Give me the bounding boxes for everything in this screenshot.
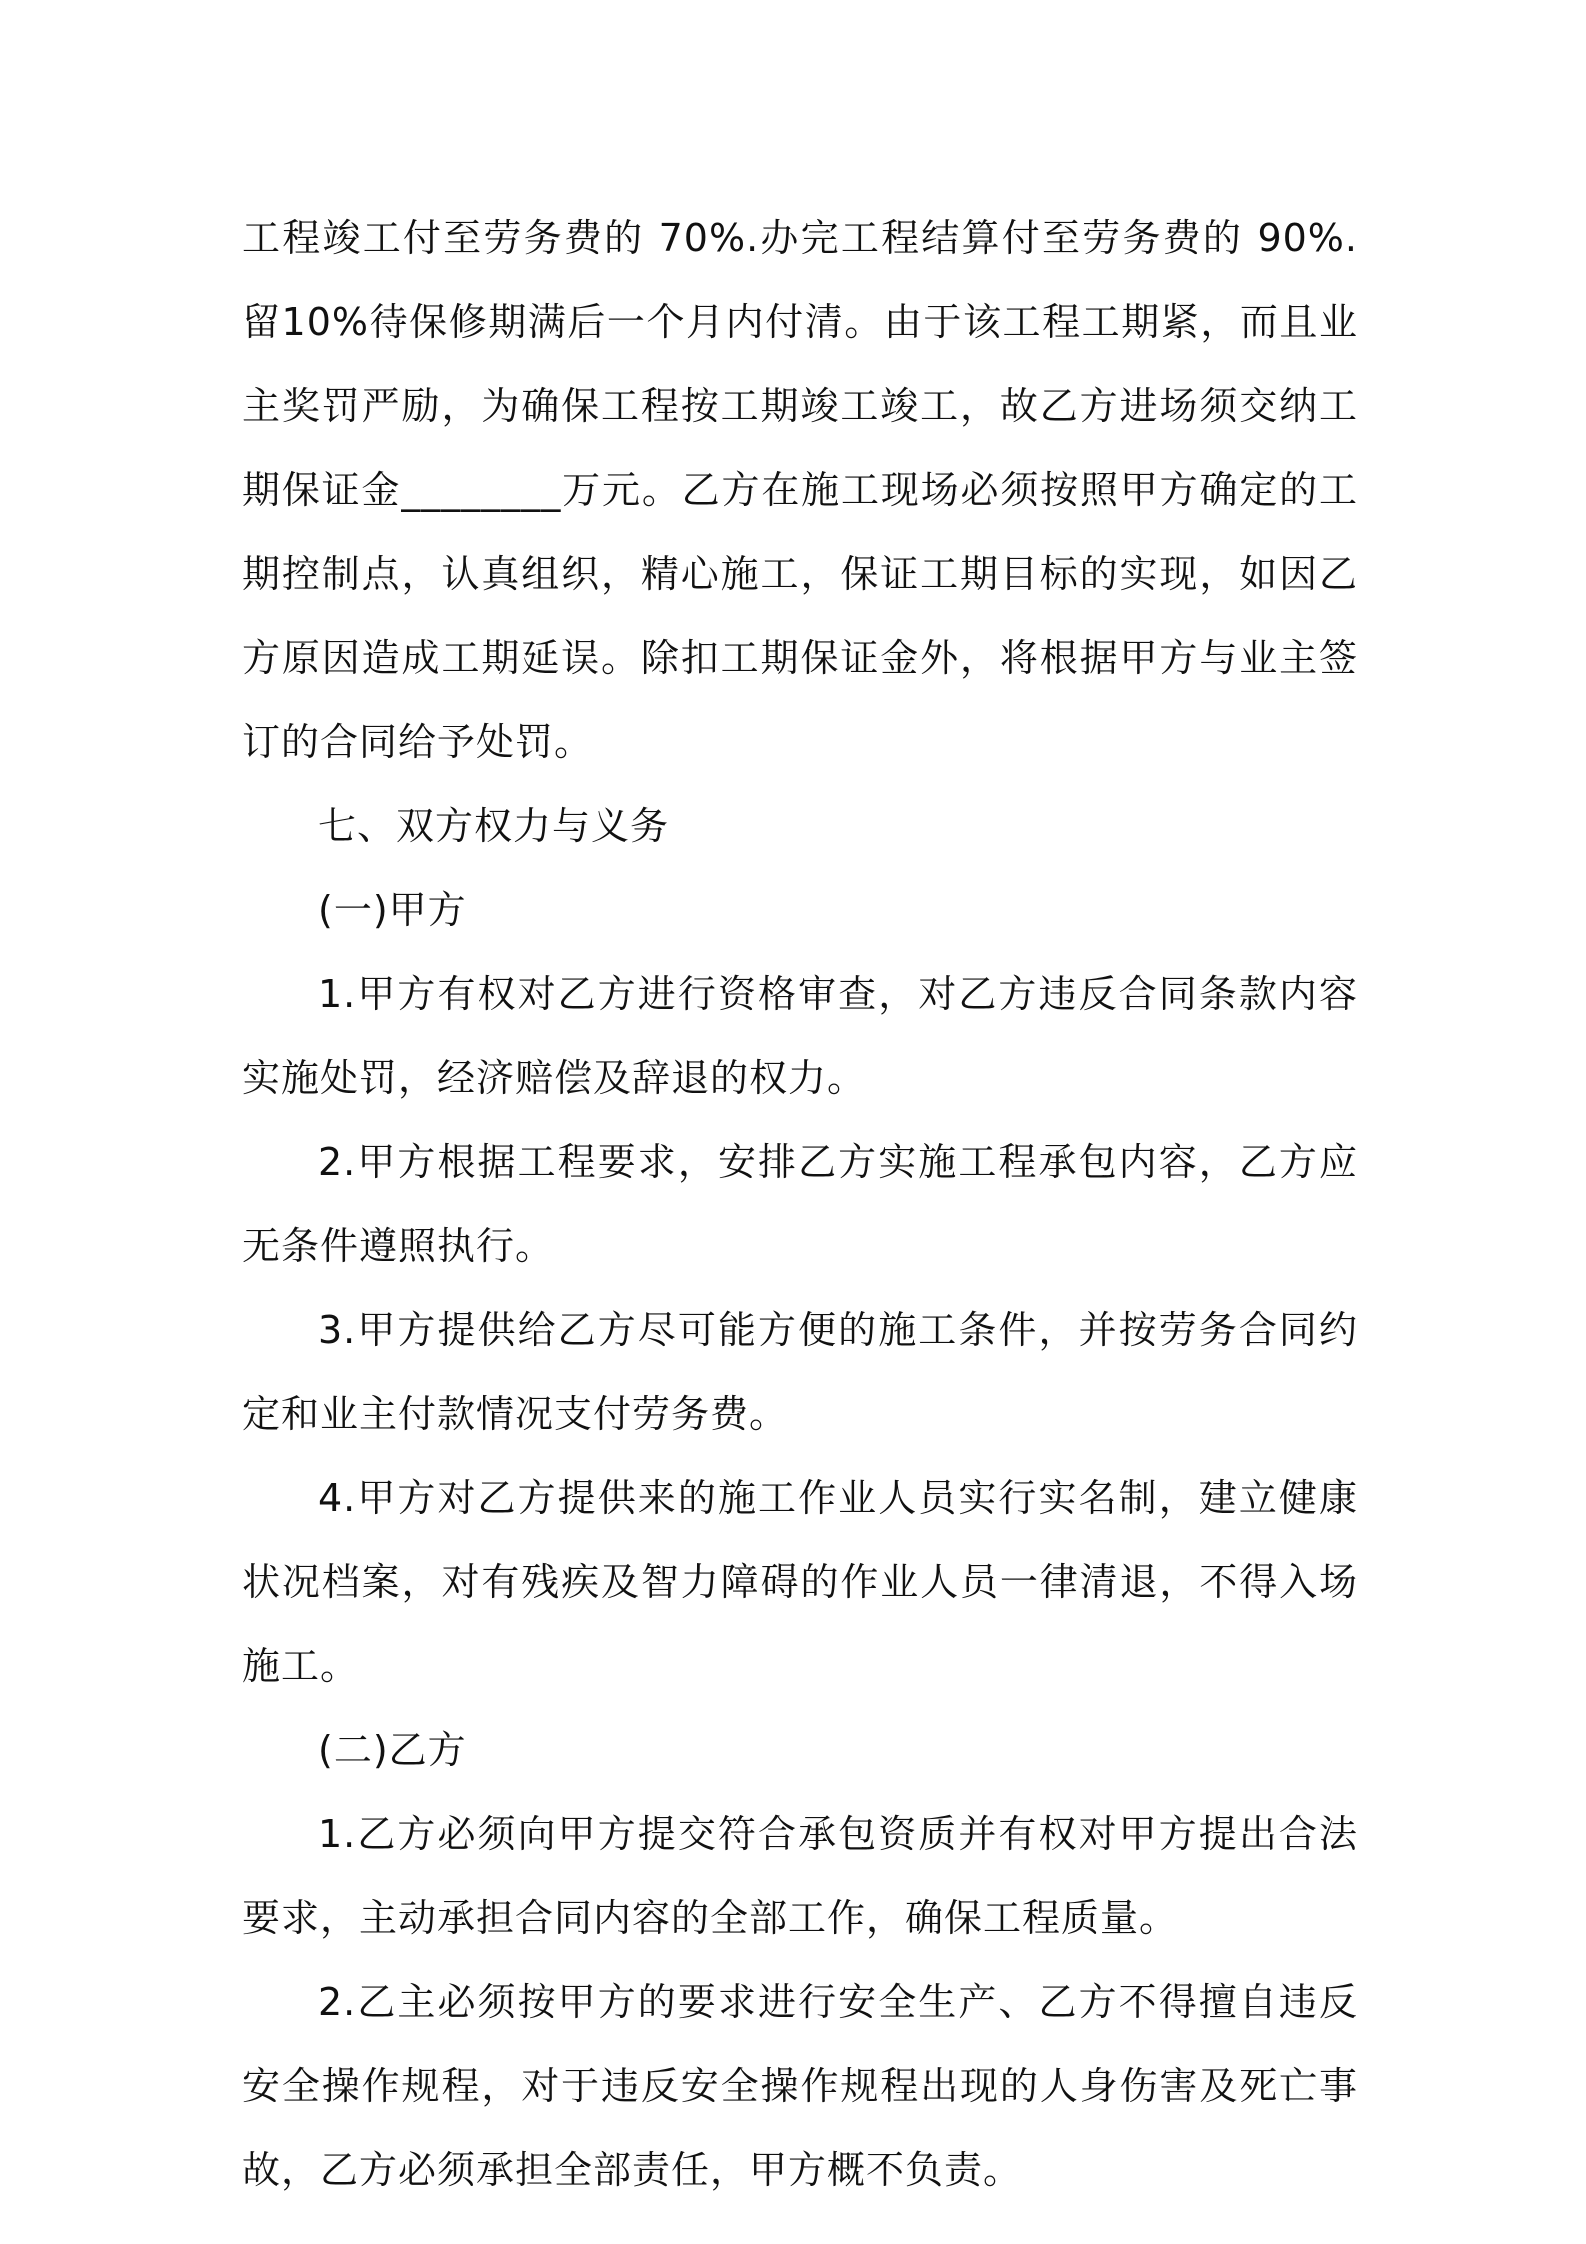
document-page <box>242 196 1358 2212</box>
paragraph-party-a-2: 2.甲方根据工程要求，安排乙方实施工程承包内容，乙方应无条件遵照执行。 <box>242 1140 1358 1268</box>
section-heading-rights-obligations: 七、双方权力与义务 <box>318 804 670 848</box>
paragraph-payment-terms: 工程竣工付至劳务费的 70%.办完工程结算付至劳务费的 90%.留10%待保修期满后一个月内付清。由于该工程工期紧，而且业主奖罚严励，为确保工程按工期竣工竣工，故乙方进场须交纳工期保证金________万元。乙方在施工现场必须按照甲方确定的工期控制点，认真组织，精心施工，保证工期目标的实现，如因乙方原因造成工期延误。除扣工期保证金外，将根据甲方与业主签订的合同给予处罚。 <box>242 216 1358 764</box>
subsection-heading-party-a: (一)甲方 <box>318 888 467 932</box>
subsection-heading-party-b: (二)乙方 <box>318 1728 467 1772</box>
paragraph-party-a-4: 4.甲方对乙方提供来的施工作业人员实行实名制，建立健康状况档案，对有残疾及智力障碍的作业人员一律清退，不得入场施工。 <box>242 1476 1358 1688</box>
paragraph-party-a-1: 1.甲方有权对乙方进行资格审查，对乙方违反合同条款内容实施处罚，经济赔偿及辞退的权力。 <box>242 972 1358 1100</box>
paragraph-party-b-2: 2.乙主必须按甲方的要求进行安全生产、乙方不得擅自违反安全操作规程，对于违反安全操作规程出现的人身伤害及死亡事故，乙方必须承担全部责任，甲方概不负责。 <box>242 1980 1358 2192</box>
paragraph-party-a-3: 3.甲方提供给乙方尽可能方便的施工条件，并按劳务合同约定和业主付款情况支付劳务费。 <box>242 1308 1358 1436</box>
paragraph-party-b-1: 1.乙方必须向甲方提交符合承包资质并有权对甲方提出合法要求，主动承担合同内容的全部工作，确保工程质量。 <box>242 1812 1358 1940</box>
